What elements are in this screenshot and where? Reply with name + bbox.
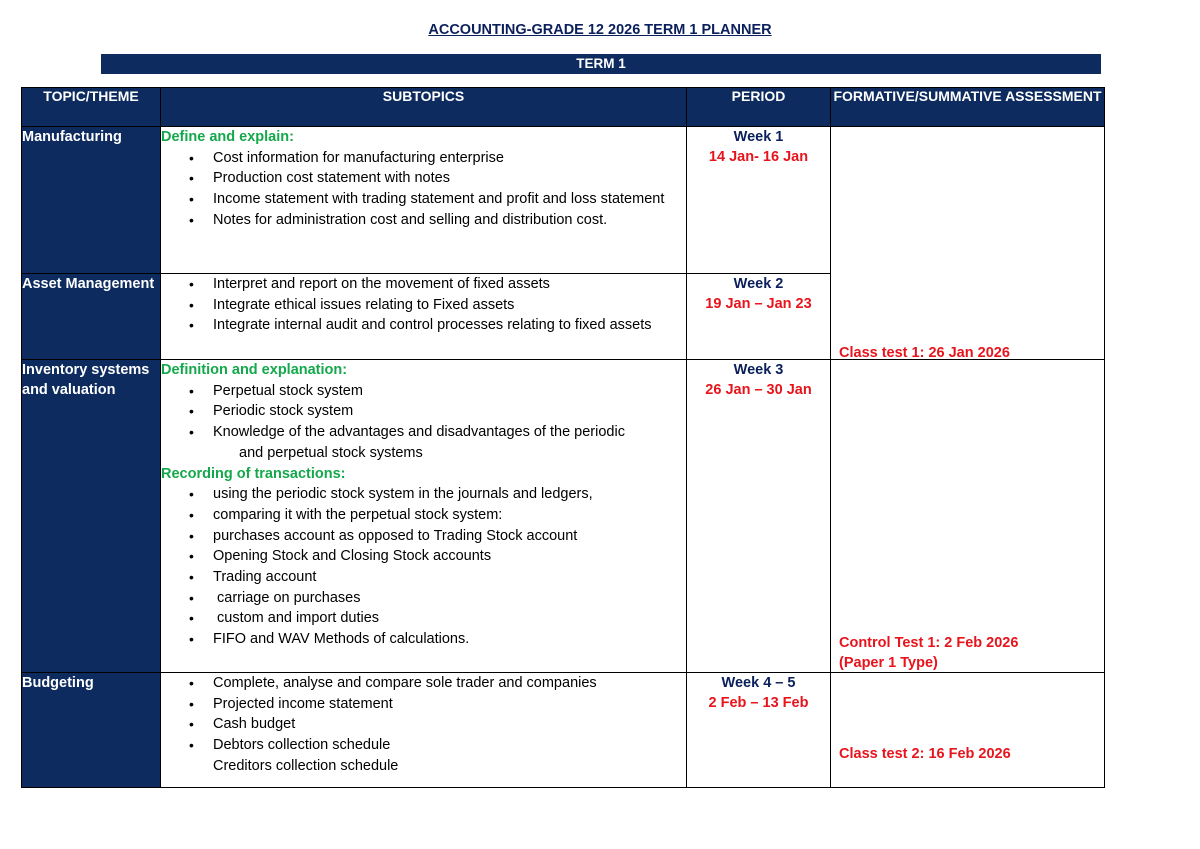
subtopic-list [161,484,686,650]
assessment-cell-1 [831,127,1105,360]
list-item: • Knowledge of the advantages and disadvantages of the periodic [213,422,686,443]
period-week-3 [687,360,831,673]
list-item: • Interpret and report on the movement of fixed assets [213,274,686,295]
list-item: • comparing it with the perpetual stock system: [213,505,686,526]
assessment-cell-2 [831,360,1105,673]
list-item: • Debtors collection schedule [213,735,686,756]
topic-asset-management: Asset Management [22,274,161,360]
week-dates: 14 Jan- 16 Jan [708,149,809,165]
list-item: • FIFO and WAV Methods of calculations. [213,629,686,650]
list-item: • purchases account as opposed to Trading Stock account [213,526,686,547]
header-assessment: FORMATIVE/SUMMATIVE ASSESSMENT [831,88,1105,127]
list-item: • Production cost statement with notes [213,168,686,189]
list-item: • Projected income statement [213,694,686,715]
week-label: Week 4 – 5 [721,675,796,691]
list-item: • Opening Stock and Closing Stock accounts [213,546,686,567]
week-dates: 19 Jan – Jan 23 [705,296,812,312]
list-item: • using the periodic stock system in the journals and ledgers, [213,484,686,505]
list-item: • carriage on purchases [213,588,686,609]
list-item: • Trading account [213,567,686,588]
control-test-1-line2: (Paper 1 Type) [839,655,938,671]
subtopics-asset-management [161,274,687,360]
topic-manufacturing: Manufacturing [22,127,161,274]
week-label: Week 3 [733,362,784,378]
table-row [22,673,1105,788]
period-week-1 [687,127,831,274]
topic-inventory: Inventory systems and valuation [22,360,161,673]
week-label: Week 2 [733,276,784,292]
list-item: • Complete, analyse and compare sole trader and companies [213,673,686,694]
subtopics-manufacturing [161,127,687,274]
header-topic: TOPIC/THEME [22,88,161,127]
subtopic-list [161,673,686,756]
header-subtopics: SUBTOPICS [161,88,687,127]
control-test-1-line1: Control Test 1: 2 Feb 2026 [839,635,1019,651]
class-test-2: Class test 2: 16 Feb 2026 [839,746,1011,762]
subtopic-list [161,148,686,231]
topic-budgeting: Budgeting [22,673,161,788]
control-test-1 [839,633,1018,673]
week-label: Week 1 [733,129,784,145]
table-row [22,127,1105,274]
assessment-cell-3 [831,673,1105,788]
term-banner: TERM 1 [101,54,1101,74]
planner-table [21,87,1105,788]
subtopic-continuation: and perpetual stock systems [239,444,423,461]
list-item: • Integrate internal audit and control processes relating to fixed assets [213,315,686,336]
table-row [22,360,1105,673]
week-dates: 26 Jan – 30 Jan [705,382,812,398]
subtopic-continuation: Creditors collection schedule [213,757,399,774]
document-title: ACCOUNTING-GRADE 12 2026 TERM 1 PLANNER [428,22,772,38]
list-item: • Periodic stock system [213,401,686,422]
list-item: • Perpetual stock system [213,381,686,402]
list-item: • Cost information for manufacturing enterprise [213,148,686,169]
list-item: • Notes for administration cost and selling and distribution cost. [213,210,686,231]
list-item: • Income statement with trading statement and profit and loss statement [213,189,686,210]
list-item: • Cash budget [213,714,686,735]
period-week-2 [687,274,831,360]
header-period: PERIOD [687,88,831,127]
subtopic-list [161,381,686,443]
class-test-1: Class test 1: 26 Jan 2026 [839,345,1010,361]
week-dates: 2 Feb – 13 Feb [708,695,809,711]
subtopic-heading: Define and explain: [161,129,294,145]
subtopic-list [161,274,686,336]
subtopic-heading: Recording of transactions: [161,465,346,482]
subtopics-budgeting [161,673,687,788]
subtopics-inventory [161,360,687,673]
subtopic-heading: Definition and explanation: [161,362,348,378]
list-item: • Integrate ethical issues relating to Fixed assets [213,295,686,316]
period-week-4-5 [687,673,831,788]
header-row [22,88,1105,127]
list-item: • custom and import duties [213,608,686,629]
